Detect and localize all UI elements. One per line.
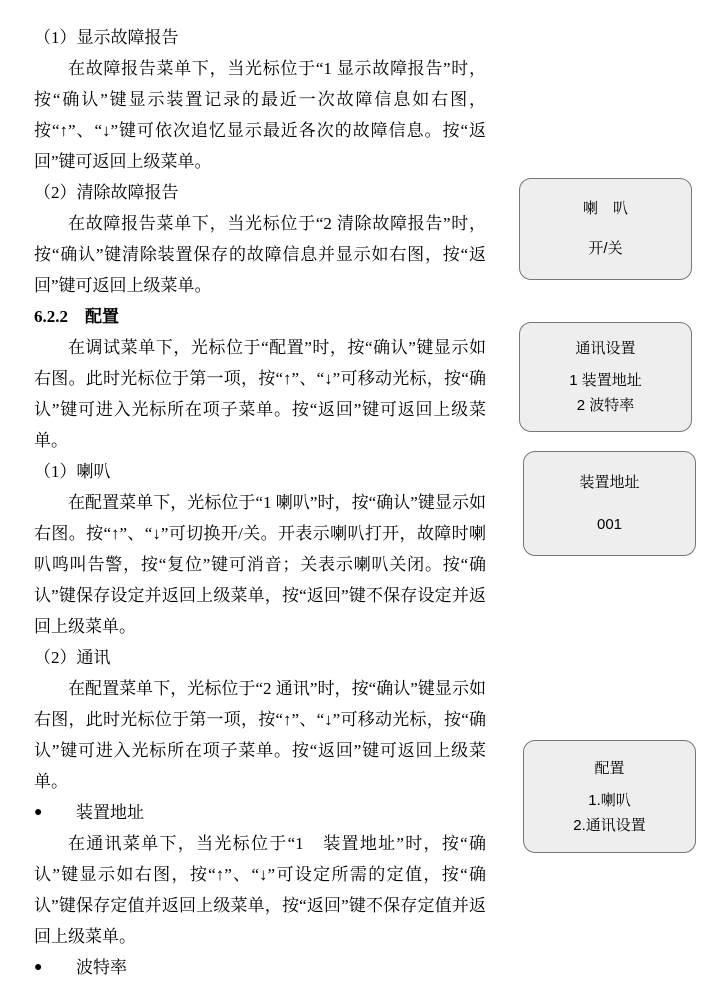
paragraph-4: 在故障报告菜单下，当光标位于“2 清除故障报告”时，按“确认”键清除装置保存的故障信息并显示如右图，按“返回”键可返回上级菜单。: [34, 214, 486, 295]
paragraph-8: 在配置菜单下，光标位于“1 喇叭”时，按“确认”键显示如右图。按“↑”、“↓”可切换开/关。开表示喇叭打开，故障时喇叭鸣叫告警，按“复位”键可消音；关表示喇叭关闭。按“确认”键保存设定并返回上级菜单，按“返回”键不保存设定并返回上级菜单。: [34, 493, 486, 636]
lcd-panel-speaker: [519, 178, 692, 280]
bullet-item-baud-rate: [34, 952, 486, 983]
paragraph-1: （1）显示故障报告: [34, 28, 179, 47]
lcd-addr-value: 001: [596, 515, 623, 533]
bullet-dot-icon: ●: [34, 960, 43, 975]
paragraph-10: 在配置菜单下，光标位于“2 通讯”时，按“确认”键显示如右图，此时光标位于第一项，按“↑”、“↓”可移动光标，按“确认”键可进入光标所在项子菜单。按“返回”键可返回上级菜单。: [34, 679, 486, 791]
lcd-config-item-2: 2.通讯设置: [573, 816, 646, 834]
paragraph-12: 在通讯菜单下，当光标位于“1 装置地址”时，按“确认”键显示如右图，按“↑”、“↓”可设定所需的定值，按“确认”键保存定值并返回上级菜单，按“返回”键不保存定值并返回上级菜单。: [34, 834, 486, 946]
lcd-comm-title: 通讯设置: [575, 340, 636, 357]
lcd-speaker-line1: 喇 叭: [582, 200, 628, 217]
lcd-config-item-1: 1.喇叭: [588, 791, 631, 809]
paragraph-9: （2）通讯: [34, 648, 111, 667]
lcd-config-title: 配置: [594, 759, 625, 777]
paragraph-7: （1）喇叭: [34, 462, 111, 481]
body-text-column: [34, 22, 486, 983]
lcd-speaker-line2: 开/关: [588, 240, 623, 257]
paragraph-6: 在调试菜单下，光标位于“配置”时，按“确认”键显示如右图。此时光标位于第一项，按“↑”、“↓”可移动光标，按“确认”键可进入光标所在项子菜单。按“返回”键可返回上级菜单。: [34, 338, 486, 450]
paragraph-3: （2）清除故障报告: [34, 183, 179, 202]
bullet-item-device-address: [34, 797, 486, 828]
lcd-addr-title: 装置地址: [579, 473, 640, 491]
lcd-panel-config: [523, 740, 696, 853]
bullet-label: 装置地址: [76, 803, 144, 822]
section-heading-6-2-2: 6.2.2 配置: [34, 307, 119, 326]
bullet-dot-icon: ●: [34, 805, 43, 820]
lcd-panel-communication: [519, 322, 692, 432]
paragraph-2: 在故障报告菜单下，当光标位于“1 显示故障报告”时，按“确认”键显示装置记录的最近一次故障信息如右图，按“↑”、“↓”键可依次追忆显示最近各次的故障信息。按“返回”键可返回上级菜单。: [34, 59, 486, 171]
bullet-label: 波特率: [76, 958, 127, 977]
lcd-comm-item-1: 1 装置地址: [569, 372, 642, 389]
lcd-comm-item-2: 2 波特率: [576, 397, 635, 414]
lcd-panel-device-address: [523, 451, 696, 556]
